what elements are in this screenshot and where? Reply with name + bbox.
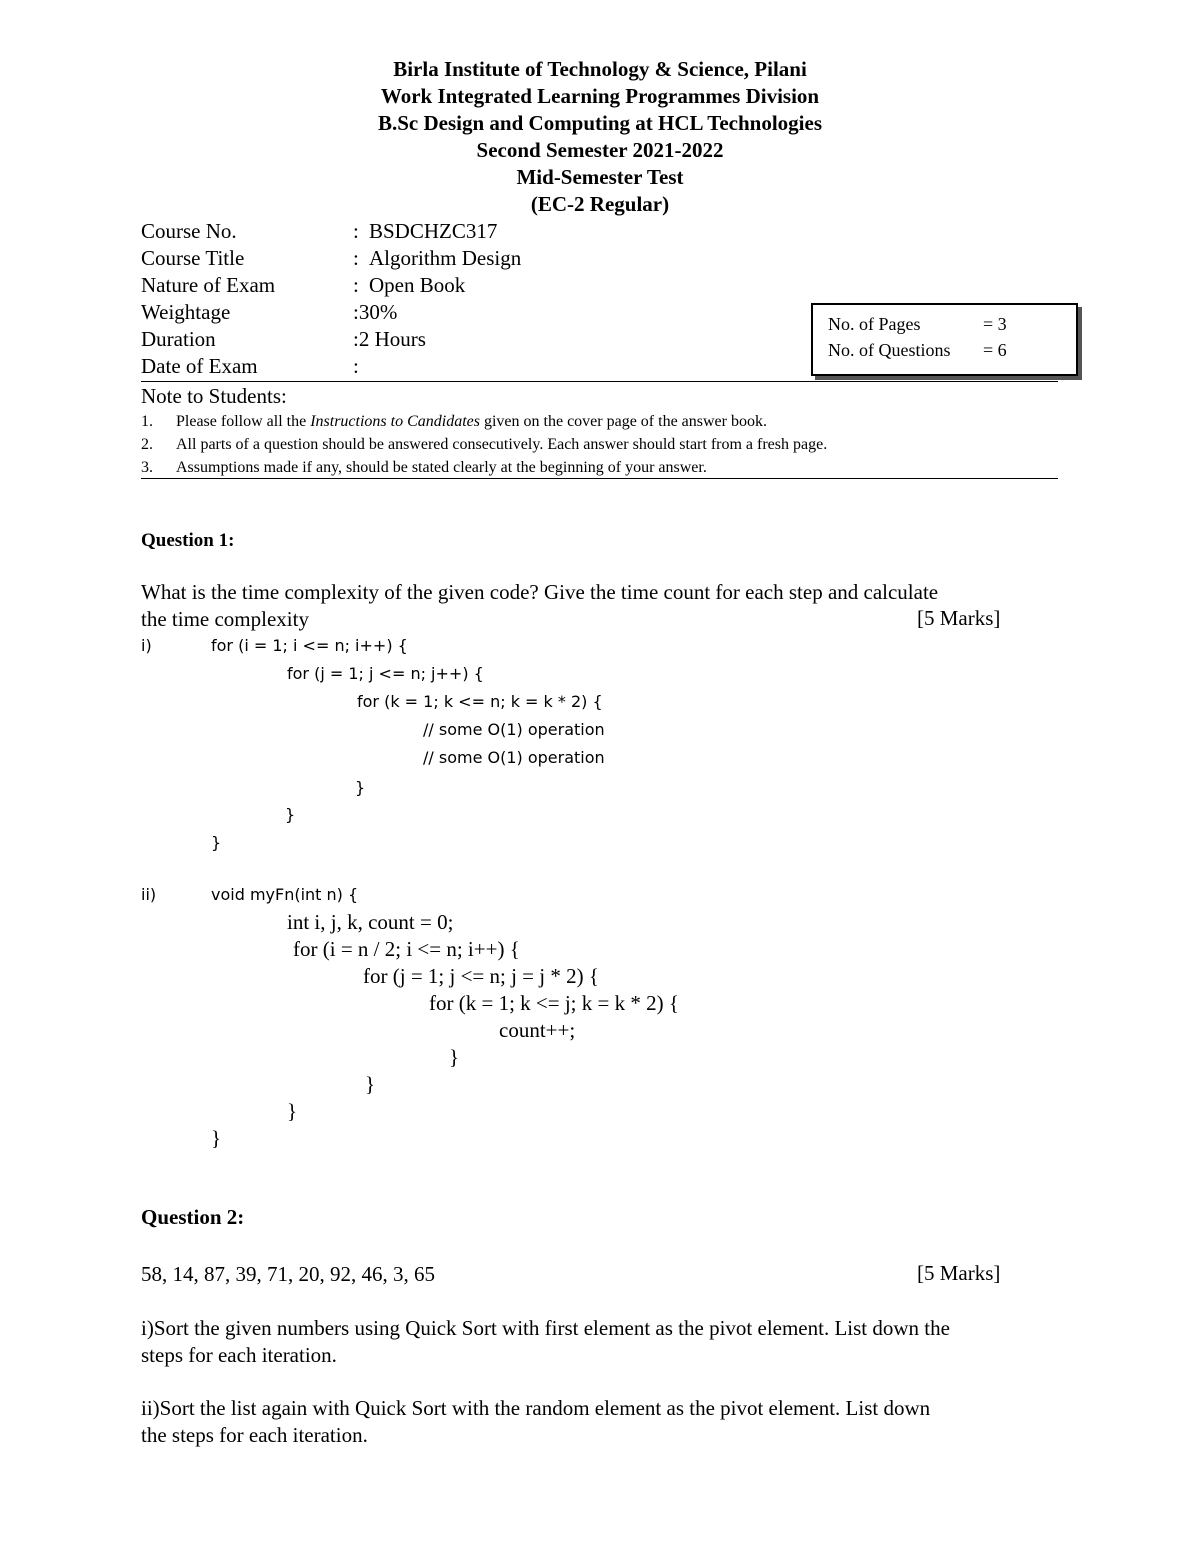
- question-2-numbers: 58, 14, 87, 39, 71, 20, 92, 46, 3, 65: [141, 1262, 435, 1286]
- semester: Second Semester 2021-2022: [476, 138, 724, 162]
- code-line: }: [365, 1072, 376, 1096]
- info-row: [141, 353, 521, 380]
- notes-list: [141, 410, 827, 479]
- question-2-title: Question 2:: [141, 1205, 245, 1229]
- info-label: Course No.: [141, 219, 237, 243]
- questions-label: No. of Questions: [828, 340, 951, 360]
- note-text: Assumptions made if any, should be stated clearly at the beginning of your answer.: [176, 459, 707, 476]
- question-1-text: [141, 579, 1041, 633]
- code-line: for (j = 1; j <= n; j = j * 2) {: [363, 964, 599, 988]
- code-line: int i, j, k, count = 0;: [287, 910, 454, 934]
- note-item: [141, 410, 827, 433]
- info-sep: :: [353, 273, 359, 297]
- info-label: Duration: [141, 327, 216, 351]
- question-1-text-line: the time complexity: [141, 607, 309, 631]
- note-item: [141, 456, 827, 479]
- info-value: 2 Hours: [358, 327, 426, 351]
- notes-title: Note to Students:: [141, 384, 287, 408]
- code-line: for (k = 1; k <= j; k = k * 2) {: [429, 991, 679, 1015]
- divider: [141, 381, 1058, 382]
- info-row: [141, 272, 521, 299]
- part-label: i): [141, 636, 152, 655]
- info-row: [141, 218, 521, 245]
- page-count-box: [811, 303, 1078, 376]
- code-line: for (j = 1; j <= n; j++) {: [287, 664, 484, 683]
- institute-name: Birla Institute of Technology & Science, Pilani: [393, 57, 807, 81]
- code-line: }: [449, 1045, 460, 1069]
- question-2-marks: [5 Marks]: [917, 1261, 1001, 1285]
- test-type: (EC-2 Regular): [530, 192, 670, 216]
- code-line: // some O(1) operation: [423, 720, 605, 739]
- note-number: 2.: [141, 436, 153, 453]
- program-name: B.Sc Design and Computing at HCL Technologies: [377, 111, 822, 135]
- note-item: [141, 433, 827, 456]
- pages-row: [828, 314, 1007, 335]
- info-value: BSDCHZC317: [369, 219, 498, 243]
- question-2-part-2-line: the steps for each iteration.: [141, 1423, 368, 1447]
- info-label: Date of Exam: [141, 354, 258, 378]
- code-line: }: [211, 1126, 222, 1150]
- note-number: 1.: [141, 413, 153, 430]
- division-name: Work Integrated Learning Programmes Division: [380, 84, 820, 108]
- question-1-title: Question 1:: [141, 530, 235, 551]
- questions-row: [828, 340, 1007, 361]
- code-line: // some O(1) operation: [423, 748, 605, 767]
- code-line: for (i = 1; i <= n; i++) {: [211, 636, 408, 655]
- info-label: Nature of Exam: [141, 273, 276, 297]
- note-text: [176, 410, 767, 433]
- code-line: void myFn(int n) {: [211, 885, 359, 904]
- questions-value: = 6: [983, 340, 1007, 360]
- question-2-part-1: [141, 1315, 1041, 1369]
- question-2-part-2: [141, 1395, 1041, 1449]
- info-label: Weightage: [141, 300, 231, 324]
- info-label: Course Title: [141, 246, 245, 270]
- code-line: }: [285, 805, 296, 824]
- info-row: [141, 326, 521, 353]
- code-line: }: [211, 833, 222, 852]
- info-row: [141, 299, 521, 326]
- note-text: All parts of a question should be answered consecutively. Each answer should start from a fresh page.: [176, 436, 828, 453]
- exam-header: [0, 56, 1200, 218]
- code-line: }: [355, 778, 366, 797]
- info-row: [141, 245, 521, 272]
- course-info: [141, 218, 521, 380]
- code-line: count++;: [499, 1018, 576, 1042]
- info-sep: :: [353, 246, 359, 270]
- note-text-italic: Instructions to Candidates: [310, 413, 480, 430]
- pages-value: = 3: [983, 314, 1007, 334]
- code-line: for (i = n / 2; i <= n; i++) {: [293, 937, 520, 961]
- note-text-post: given on the cover page of the answer book.: [479, 413, 767, 430]
- test-name: Mid-Semester Test: [516, 165, 684, 189]
- question-2-part-2-line: ii)Sort the list again with Quick Sort with the random element as the pivot element. List down: [141, 1396, 931, 1420]
- part-label: ii): [141, 885, 157, 904]
- info-sep: :: [353, 327, 359, 351]
- pages-label: No. of Pages: [828, 314, 921, 334]
- question-2-part-1-line: steps for each iteration.: [141, 1343, 337, 1367]
- info-value: Algorithm Design: [369, 246, 522, 270]
- question-1-text-line: What is the time complexity of the given code? Give the time count for each step and calculate: [141, 580, 939, 604]
- note-number: 3.: [141, 459, 153, 476]
- divider: [141, 478, 1058, 479]
- info-value: 30%: [358, 300, 398, 324]
- question-1-marks: [5 Marks]: [917, 606, 1001, 630]
- info-sep: :: [353, 354, 359, 378]
- code-line: for (k = 1; k <= n; k = k * 2) {: [357, 692, 603, 711]
- info-value: Open Book: [369, 273, 466, 297]
- question-2-part-1-line: i)Sort the given numbers using Quick Sort with first element as the pivot element. List down the: [141, 1316, 950, 1340]
- info-sep: :: [353, 300, 359, 324]
- code-line: }: [287, 1099, 298, 1123]
- note-text-pre: Please follow all the: [176, 413, 311, 430]
- info-sep: :: [353, 219, 359, 243]
